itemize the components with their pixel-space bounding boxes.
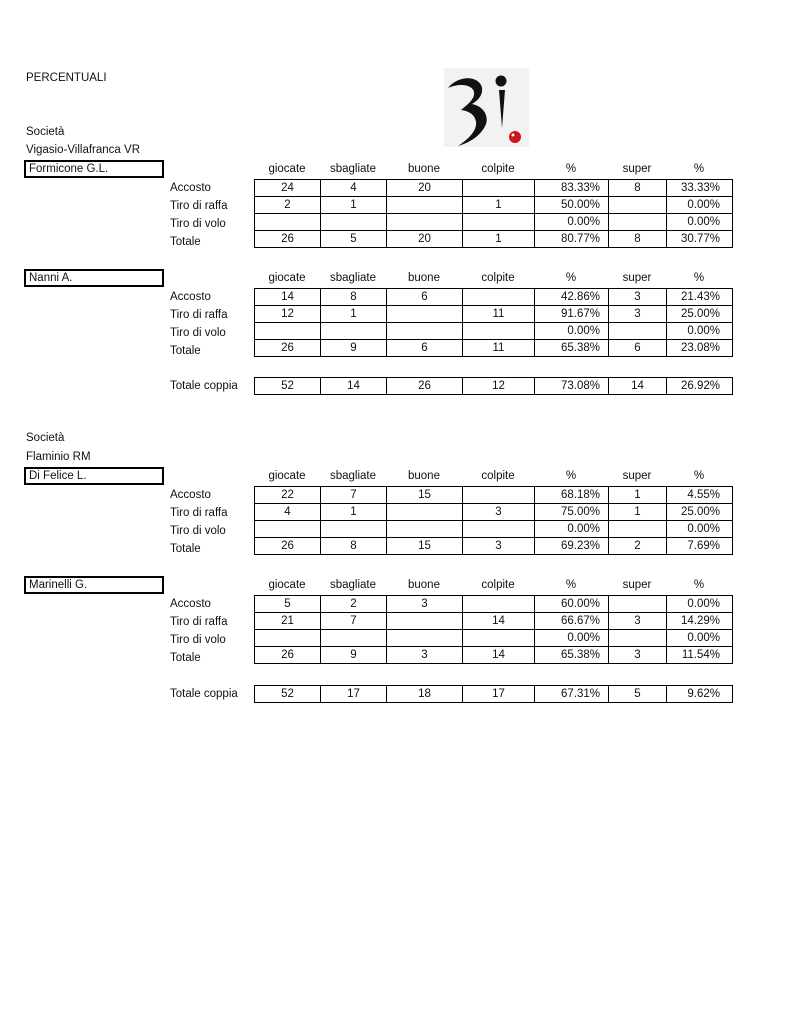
col-header-pct: % bbox=[565, 272, 577, 284]
col-header-sbagliate: sbagliate bbox=[329, 470, 377, 482]
table-cell: 67.31% bbox=[535, 686, 609, 703]
table-cell: 26 bbox=[255, 340, 321, 357]
table-cell: 1 bbox=[609, 504, 667, 521]
society-name: Vigasio-Villafranca VR bbox=[26, 144, 140, 156]
table-cell: 3 bbox=[387, 647, 463, 664]
table-cell: 80.77% bbox=[535, 231, 609, 248]
table-row bbox=[255, 538, 733, 555]
col-header-pct-super: % bbox=[693, 272, 705, 284]
stats-table bbox=[254, 595, 733, 664]
row-label-accosto: Accosto bbox=[170, 489, 211, 501]
col-header-pct-super: % bbox=[693, 470, 705, 482]
table-row bbox=[255, 630, 733, 647]
table-cell: 11.54% bbox=[667, 647, 733, 664]
table-cell bbox=[609, 323, 667, 340]
table-cell: 42.86% bbox=[535, 289, 609, 306]
col-header-buone: buone bbox=[408, 579, 440, 591]
table-cell: 52 bbox=[255, 378, 321, 395]
table-cell bbox=[463, 180, 535, 197]
table-cell: 65.38% bbox=[535, 647, 609, 664]
table-cell: 26 bbox=[255, 231, 321, 248]
table-cell bbox=[609, 197, 667, 214]
table-cell: 69.23% bbox=[535, 538, 609, 555]
col-header-giocate: giocate bbox=[268, 470, 306, 482]
table-row bbox=[255, 647, 733, 664]
table-cell: 14 bbox=[463, 613, 535, 630]
table-cell: 7 bbox=[321, 613, 387, 630]
table-cell bbox=[255, 630, 321, 647]
table-cell bbox=[387, 323, 463, 340]
table-cell: 7.69% bbox=[667, 538, 733, 555]
table-cell bbox=[463, 487, 535, 504]
table-cell: 1 bbox=[609, 487, 667, 504]
row-label-tiro-di-raffa: Tiro di raffa bbox=[170, 200, 228, 212]
col-header-pct: % bbox=[565, 470, 577, 482]
table-cell bbox=[463, 596, 535, 613]
col-header-giocate: giocate bbox=[268, 272, 306, 284]
table-cell: 68.18% bbox=[535, 487, 609, 504]
table-cell: 0.00% bbox=[535, 521, 609, 538]
couple-total-table bbox=[254, 377, 733, 395]
col-header-sbagliate: sbagliate bbox=[329, 163, 377, 175]
table-cell: 26 bbox=[387, 378, 463, 395]
table-cell: 75.00% bbox=[535, 504, 609, 521]
col-header-sbagliate: sbagliate bbox=[329, 272, 377, 284]
table-cell: 4 bbox=[321, 180, 387, 197]
table-cell: 8 bbox=[321, 289, 387, 306]
col-header-buone: buone bbox=[408, 272, 440, 284]
table-cell bbox=[387, 306, 463, 323]
player-name-box: Marinelli G. bbox=[24, 576, 164, 594]
table-cell: 5 bbox=[609, 686, 667, 703]
table-cell: 0.00% bbox=[667, 521, 733, 538]
table-cell: 3 bbox=[463, 504, 535, 521]
couple-total-label: Totale coppia bbox=[170, 380, 238, 392]
table-cell: 3 bbox=[463, 538, 535, 555]
row-label-tiro-di-raffa: Tiro di raffa bbox=[170, 309, 228, 321]
table-row bbox=[255, 197, 733, 214]
player-name-box: Formicone G.L. bbox=[24, 160, 164, 178]
col-header-pct-super: % bbox=[693, 579, 705, 591]
table-cell bbox=[321, 323, 387, 340]
table-cell: 14 bbox=[255, 289, 321, 306]
table-cell: 5 bbox=[255, 596, 321, 613]
table-row bbox=[255, 487, 733, 504]
table-cell: 7 bbox=[321, 487, 387, 504]
table-cell: 12 bbox=[463, 378, 535, 395]
table-cell: 17 bbox=[463, 686, 535, 703]
table-cell: 6 bbox=[609, 340, 667, 357]
col-header-sbagliate: sbagliate bbox=[329, 579, 377, 591]
row-label-totale: Totale bbox=[170, 345, 201, 357]
table-cell: 23.08% bbox=[667, 340, 733, 357]
table-cell bbox=[255, 214, 321, 231]
society-label: Società bbox=[26, 432, 65, 444]
table-cell: 0.00% bbox=[667, 197, 733, 214]
table-cell bbox=[609, 214, 667, 231]
table-cell: 14 bbox=[321, 378, 387, 395]
table-cell: 60.00% bbox=[535, 596, 609, 613]
table-cell: 1 bbox=[321, 197, 387, 214]
table-row bbox=[255, 323, 733, 340]
table-cell bbox=[463, 630, 535, 647]
table-cell: 0.00% bbox=[535, 214, 609, 231]
couple-total-label: Totale coppia bbox=[170, 688, 238, 700]
page-title: PERCENTUALI bbox=[26, 72, 107, 84]
col-header-colpite: colpite bbox=[481, 579, 515, 591]
table-row bbox=[255, 613, 733, 630]
table-cell: 18 bbox=[387, 686, 463, 703]
table-cell bbox=[609, 521, 667, 538]
row-label-accosto: Accosto bbox=[170, 182, 211, 194]
table-cell: 8 bbox=[609, 180, 667, 197]
table-cell bbox=[609, 596, 667, 613]
table-cell: 17 bbox=[321, 686, 387, 703]
table-cell: 15 bbox=[387, 487, 463, 504]
table-cell bbox=[321, 521, 387, 538]
row-label-tiro-di-volo: Tiro di volo bbox=[170, 634, 226, 646]
row-label-accosto: Accosto bbox=[170, 598, 211, 610]
table-cell: 0.00% bbox=[535, 630, 609, 647]
table-cell bbox=[463, 214, 535, 231]
col-header-colpite: colpite bbox=[481, 272, 515, 284]
table-cell: 1 bbox=[321, 306, 387, 323]
couple-total-table bbox=[254, 685, 733, 703]
table-cell: 1 bbox=[463, 231, 535, 248]
table-row bbox=[255, 231, 733, 248]
stats-table bbox=[254, 288, 733, 357]
table-cell: 2 bbox=[255, 197, 321, 214]
row-label-tiro-di-volo: Tiro di volo bbox=[170, 327, 226, 339]
table-cell: 0.00% bbox=[667, 596, 733, 613]
table-cell bbox=[387, 630, 463, 647]
society-label: Società bbox=[26, 126, 65, 138]
table-cell: 0.00% bbox=[667, 214, 733, 231]
row-label-tiro-di-raffa: Tiro di raffa bbox=[170, 616, 228, 628]
table-cell: 0.00% bbox=[535, 323, 609, 340]
table-cell: 6 bbox=[387, 340, 463, 357]
row-label-totale: Totale bbox=[170, 652, 201, 664]
table-cell bbox=[463, 289, 535, 306]
table-cell: 14 bbox=[463, 647, 535, 664]
table-cell: 1 bbox=[463, 197, 535, 214]
table-row bbox=[255, 289, 733, 306]
table-cell: 3 bbox=[609, 613, 667, 630]
table-cell: 3 bbox=[609, 306, 667, 323]
bocce-player-logo-icon bbox=[444, 68, 529, 147]
table-cell: 8 bbox=[321, 538, 387, 555]
table-cell: 26 bbox=[255, 647, 321, 664]
stats-table bbox=[254, 486, 733, 555]
table-row bbox=[255, 504, 733, 521]
col-header-buone: buone bbox=[408, 163, 440, 175]
table-cell: 21 bbox=[255, 613, 321, 630]
table-cell: 24 bbox=[255, 180, 321, 197]
table-cell: 14.29% bbox=[667, 613, 733, 630]
table-cell: 9 bbox=[321, 647, 387, 664]
table-cell: 6 bbox=[387, 289, 463, 306]
table-row bbox=[255, 596, 733, 613]
table-cell bbox=[387, 521, 463, 538]
table-cell bbox=[387, 504, 463, 521]
row-label-tiro-di-raffa: Tiro di raffa bbox=[170, 507, 228, 519]
table-cell: 2 bbox=[609, 538, 667, 555]
table-cell: 5 bbox=[321, 231, 387, 248]
table-cell: 1 bbox=[321, 504, 387, 521]
player-name-box: Di Felice L. bbox=[24, 467, 164, 485]
table-cell bbox=[321, 214, 387, 231]
row-label-tiro-di-volo: Tiro di volo bbox=[170, 218, 226, 230]
table-cell bbox=[609, 630, 667, 647]
row-label-totale: Totale bbox=[170, 236, 201, 248]
table-cell bbox=[387, 214, 463, 231]
table-cell: 33.33% bbox=[667, 180, 733, 197]
table-cell: 14 bbox=[609, 378, 667, 395]
col-header-super: super bbox=[622, 163, 652, 175]
table-cell bbox=[387, 613, 463, 630]
col-header-buone: buone bbox=[408, 470, 440, 482]
table-row bbox=[255, 180, 733, 197]
table-cell: 3 bbox=[387, 596, 463, 613]
row-label-accosto: Accosto bbox=[170, 291, 211, 303]
col-header-giocate: giocate bbox=[268, 163, 306, 175]
table-cell: 83.33% bbox=[535, 180, 609, 197]
table-cell: 66.67% bbox=[535, 613, 609, 630]
col-header-colpite: colpite bbox=[481, 163, 515, 175]
table-cell bbox=[321, 630, 387, 647]
stats-table bbox=[254, 179, 733, 248]
table-cell bbox=[387, 197, 463, 214]
col-header-super: super bbox=[622, 470, 652, 482]
table-row bbox=[255, 686, 733, 703]
row-label-totale: Totale bbox=[170, 543, 201, 555]
table-cell bbox=[255, 521, 321, 538]
col-header-super: super bbox=[622, 272, 652, 284]
table-cell: 12 bbox=[255, 306, 321, 323]
row-label-tiro-di-volo: Tiro di volo bbox=[170, 525, 226, 537]
table-cell: 11 bbox=[463, 340, 535, 357]
table-row bbox=[255, 214, 733, 231]
table-cell: 2 bbox=[321, 596, 387, 613]
table-cell: 11 bbox=[463, 306, 535, 323]
table-cell: 21.43% bbox=[667, 289, 733, 306]
table-cell: 52 bbox=[255, 686, 321, 703]
table-cell bbox=[463, 521, 535, 538]
table-cell: 65.38% bbox=[535, 340, 609, 357]
table-cell: 0.00% bbox=[667, 323, 733, 340]
table-row bbox=[255, 340, 733, 357]
society-name: Flaminio RM bbox=[26, 451, 91, 463]
table-cell: 50.00% bbox=[535, 197, 609, 214]
table-cell: 8 bbox=[609, 231, 667, 248]
table-cell bbox=[255, 323, 321, 340]
col-header-super: super bbox=[622, 579, 652, 591]
table-cell: 9.62% bbox=[667, 686, 733, 703]
table-row bbox=[255, 306, 733, 323]
table-cell: 91.67% bbox=[535, 306, 609, 323]
table-row bbox=[255, 378, 733, 395]
table-cell: 9 bbox=[321, 340, 387, 357]
table-cell: 25.00% bbox=[667, 504, 733, 521]
table-cell: 4.55% bbox=[667, 487, 733, 504]
table-row bbox=[255, 521, 733, 538]
table-cell: 3 bbox=[609, 289, 667, 306]
table-cell: 15 bbox=[387, 538, 463, 555]
table-cell: 26.92% bbox=[667, 378, 733, 395]
col-header-pct: % bbox=[565, 579, 577, 591]
table-cell: 20 bbox=[387, 231, 463, 248]
col-header-pct: % bbox=[565, 163, 577, 175]
col-header-pct-super: % bbox=[693, 163, 705, 175]
table-cell: 73.08% bbox=[535, 378, 609, 395]
table-cell: 26 bbox=[255, 538, 321, 555]
table-cell: 3 bbox=[609, 647, 667, 664]
col-header-colpite: colpite bbox=[481, 470, 515, 482]
table-cell: 20 bbox=[387, 180, 463, 197]
player-name-box: Nanni A. bbox=[24, 269, 164, 287]
table-cell: 30.77% bbox=[667, 231, 733, 248]
col-header-giocate: giocate bbox=[268, 579, 306, 591]
table-cell: 25.00% bbox=[667, 306, 733, 323]
table-cell: 22 bbox=[255, 487, 321, 504]
table-cell: 4 bbox=[255, 504, 321, 521]
table-cell: 0.00% bbox=[667, 630, 733, 647]
table-cell bbox=[463, 323, 535, 340]
